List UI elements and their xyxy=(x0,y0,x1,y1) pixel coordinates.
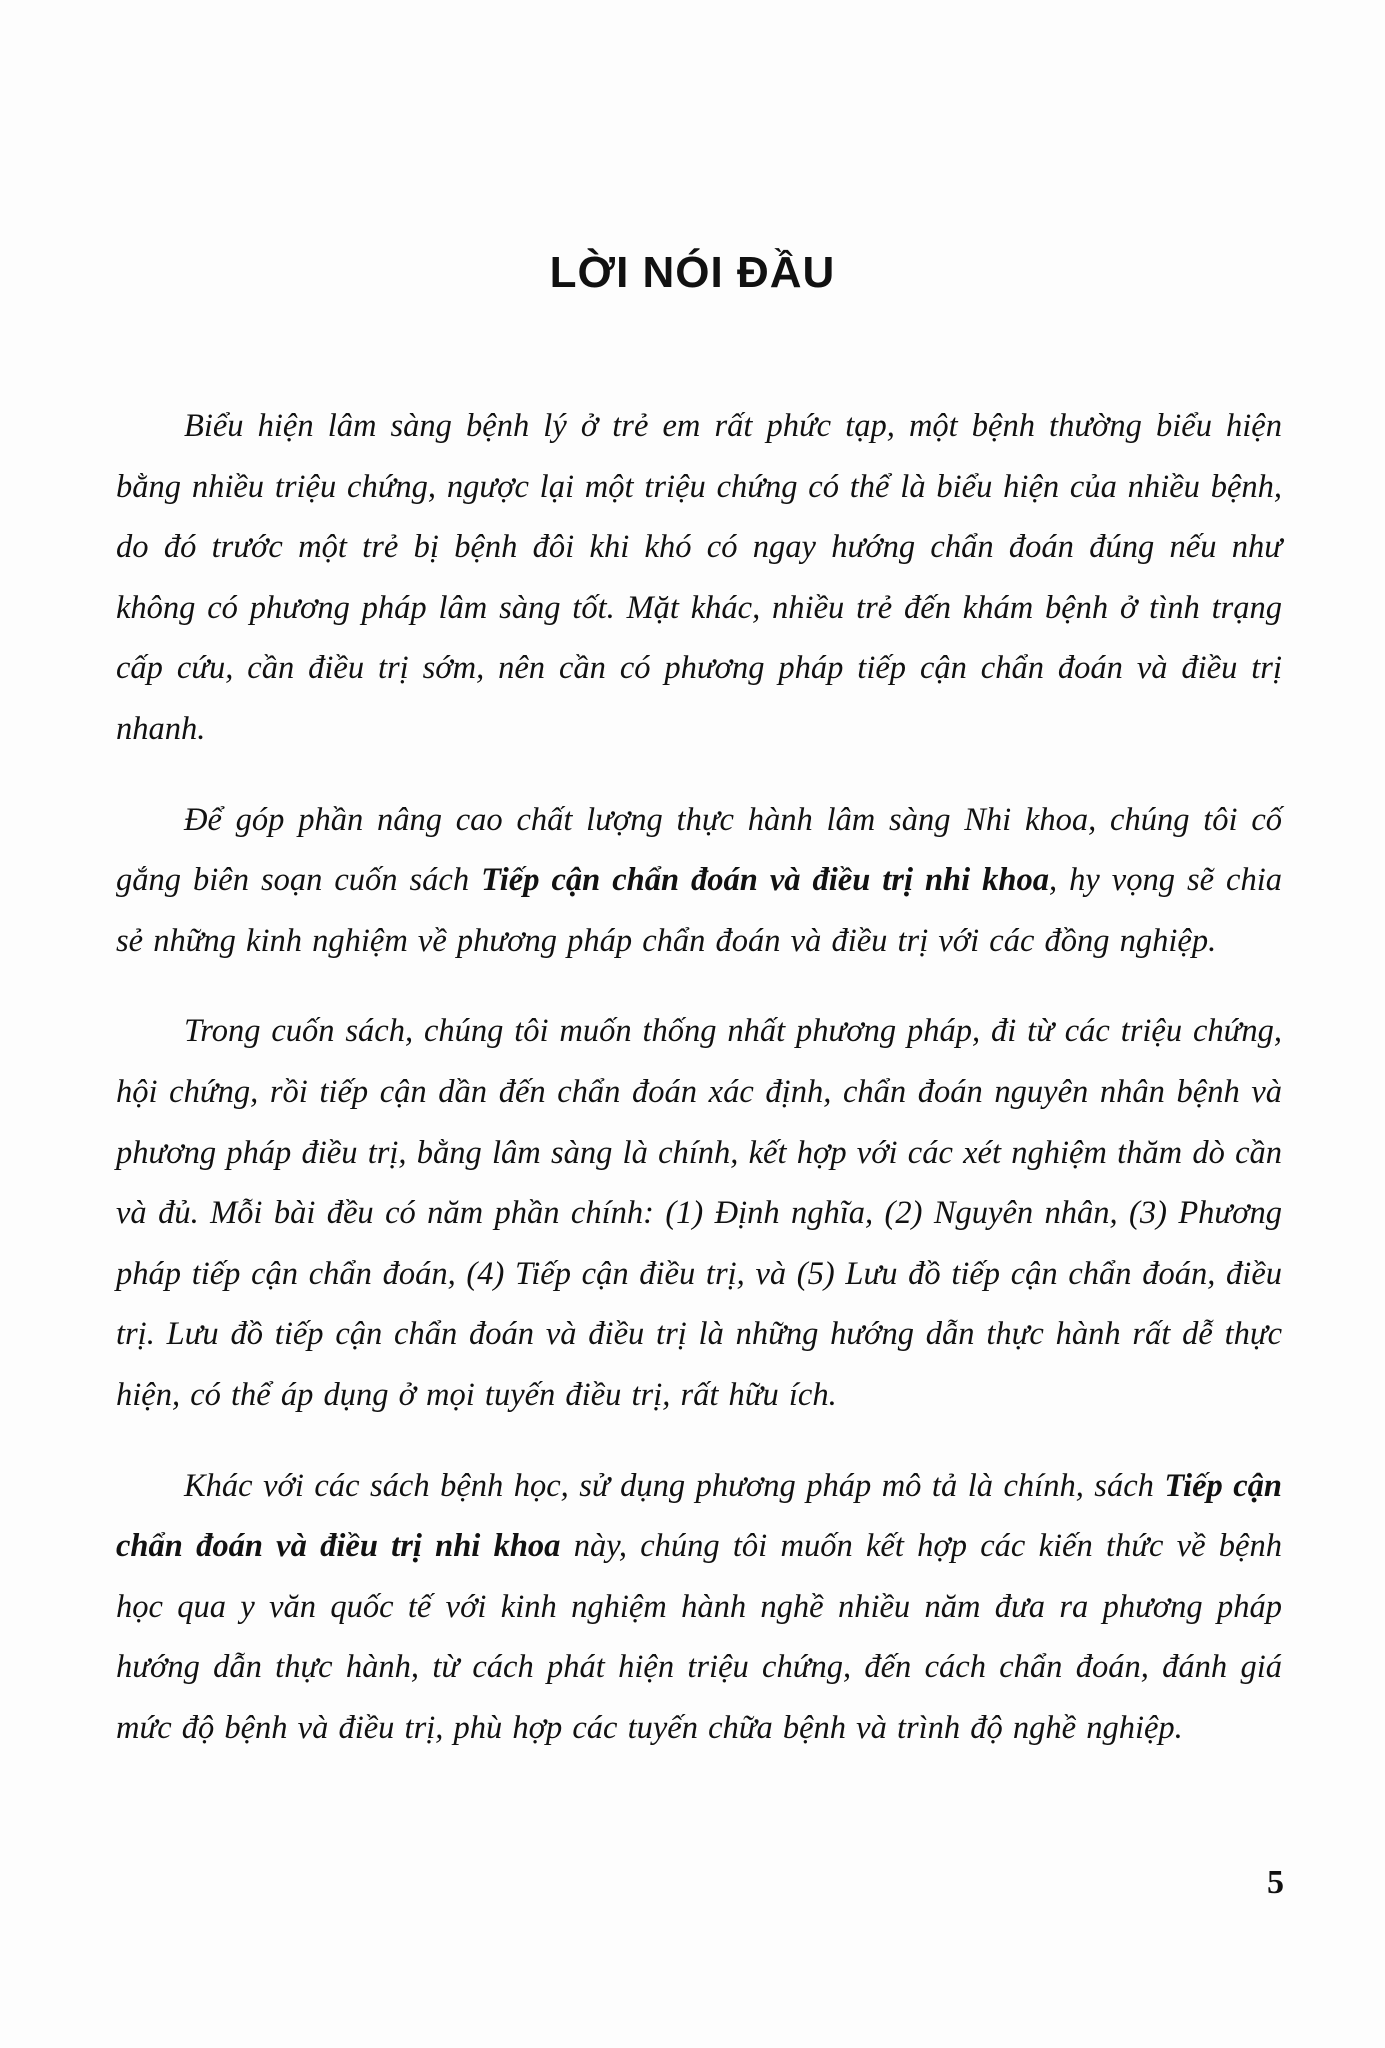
paragraph-4-text-after: này, chúng tôi muốn kết hợp các kiến thức về bệnh học qua y văn quốc tế với kinh nghiệm hành nghề nhiều năm đưa ra phương pháp hướng dẫn thực hành, từ cách phát hiện triệu chứng, đến cách chẩn đoán, đánh giá mức độ bệnh và điều trị, phù hợp các tuyến chữa bệnh và trình độ nghề nghiệp. xyxy=(116,1528,1282,1746)
preface-body xyxy=(116,396,1282,1788)
paragraph-4 xyxy=(116,1456,1282,1759)
paragraph-2-text-after: , hy vọng sẽ chia sẻ những kinh nghiệm về phương pháp chẩn đoán và điều trị với các đồng nghiệp. xyxy=(116,862,1282,959)
page-title: LỜI NÓI ĐẦU xyxy=(549,248,836,297)
paragraph-1: Biểu hiện lâm sàng bệnh lý ở trẻ em rất phức tạp, một bệnh thường biểu hiện bằng nhiều triệu chứng, ngược lại một triệu chứng có thể là biểu hiện của nhiều bệnh, do đó trước một trẻ bị bệnh đôi khi khó có ngay hướng chẩn đoán đúng nếu như không có phương pháp lâm sàng tốt. Mặt khác, nhiều trẻ đến khám bệnh ở tình trạng cấp cứu, cần điều trị sớm, nên cần có phương pháp tiếp cận chẩn đoán và điều trị nhanh. xyxy=(116,408,1282,747)
book-title-emphasis: Tiếp cận chẩn đoán và điều trị nhi khoa xyxy=(481,862,1049,899)
book-title-emphasis: Tiếp cận chẩn đoán và điều trị nhi khoa xyxy=(116,1467,1282,1565)
paragraph-2-text-before: Để góp phần nâng cao chất lượng thực hành lâm sàng Nhi khoa, chúng tôi cố gắng biên soạn cuốn sách xyxy=(116,801,1282,899)
paragraph-2 xyxy=(116,790,1282,972)
page-number: 5 xyxy=(1267,1864,1284,1901)
paragraph-3: Trong cuốn sách, chúng tôi muốn thống nhất phương pháp, đi từ các triệu chứng, hội chứng, rồi tiếp cận dần đến chẩn đoán xác định, chẩn đoán nguyên nhân bệnh và phương pháp điều trị, bằng lâm sàng là chính, kết hợp với các xét nghiệm thăm dò cần và đủ. Mỗi bài đều có năm phần chính: (1) Định nghĩa, (2) Nguyên nhân, (3) Phương pháp tiếp cận chẩn đoán, (4) Tiếp cận điều trị, và (5) Lưu đồ tiếp cận chẩn đoán, điều trị. Lưu đồ tiếp cận chẩn đoán và điều trị là những hướng dẫn thực hành rất dễ thực hiện, có thể áp dụng ở mọi tuyến điều trị, rất hữu ích. xyxy=(116,1013,1282,1413)
paragraph-4-text-before: Khác với các sách bệnh học, sử dụng phương pháp mô tả là chính, sách xyxy=(184,1467,1165,1504)
